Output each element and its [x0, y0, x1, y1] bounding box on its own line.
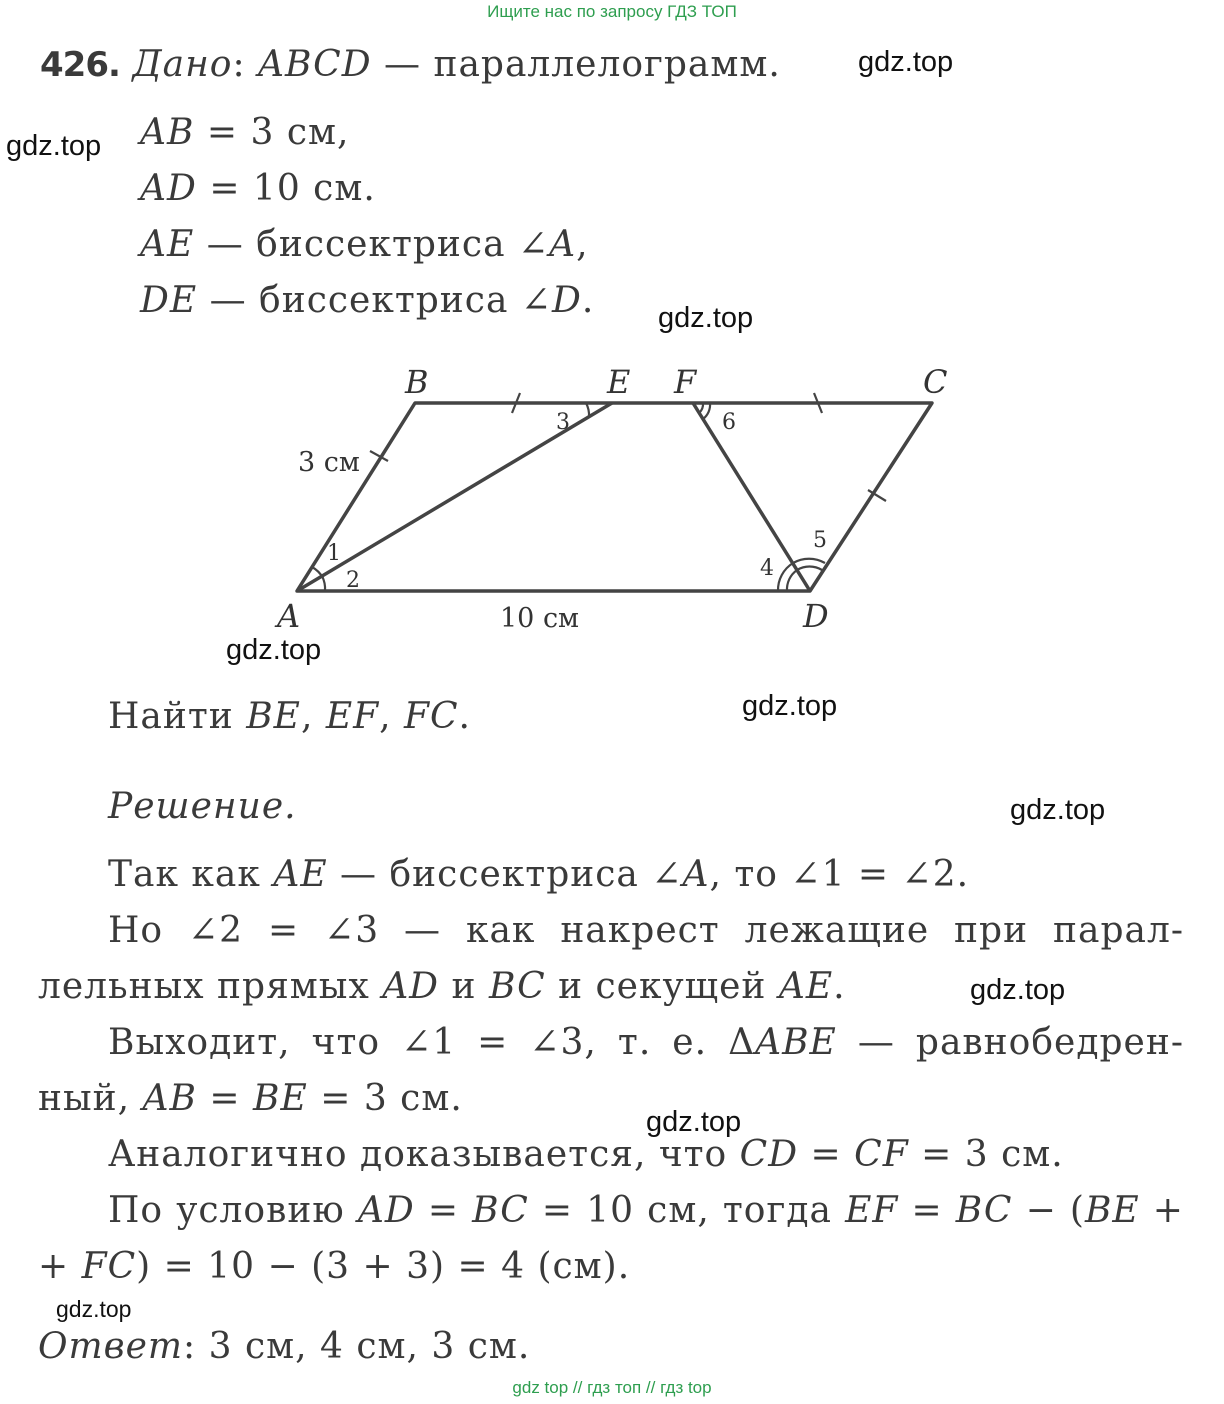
watermark: gdz.top — [6, 130, 102, 162]
angle-label-4: 4 — [760, 556, 774, 581]
top-banner[interactable]: Ищите нас по запросу ГДЗ ТОП — [487, 2, 737, 21]
vertex-c: C — [923, 363, 948, 401]
find-line: Найти BE, EF, FC. — [108, 696, 471, 737]
problem-number: 426. — [40, 45, 120, 85]
given-label: Дано — [132, 44, 233, 85]
answer-label: Ответ — [38, 1326, 184, 1367]
given-figure-type: параллелограмм. — [433, 44, 781, 85]
solution-line-4: Выходит, что ∠1 = ∠3, т. е. ΔABE — равнобедрен- — [108, 1022, 1184, 1063]
vertex-a: A — [277, 597, 301, 635]
given-line-ad: AD = 10 см. — [140, 168, 376, 209]
vertex-e: E — [607, 363, 631, 401]
solution-line-7: По условию AD = BC = 10 см, тогда EF = BC − (BE + — [108, 1190, 1184, 1231]
solution-line-8: + FC) = 10 − (3 + 3) = 4 (см). — [38, 1246, 631, 1287]
angle-label-1: 1 — [327, 541, 341, 566]
footer-links[interactable]: gdz top // гдз топ // гдз top — [512, 1378, 712, 1397]
solution-line-1: Так как AE — биссектриса ∠A, то ∠1 = ∠2. — [108, 854, 970, 895]
vertex-d: D — [803, 597, 829, 635]
watermark: gdz.top — [56, 1296, 132, 1322]
angle-arc-5b — [793, 559, 825, 563]
solution-line-5: ный, AB = BE = 3 см. — [38, 1078, 463, 1119]
angle-label-6: 6 — [722, 410, 736, 435]
watermark: gdz.top — [970, 974, 1066, 1006]
angle-label-5: 5 — [813, 528, 827, 553]
angle-arc-5a — [797, 566, 822, 570]
watermark: gdz.top — [742, 690, 838, 722]
solution-line-3: лельных прямых AD и BC и секущей AE. — [38, 966, 846, 1007]
watermark: gdz.top — [1010, 794, 1106, 826]
angle-arc-2 — [322, 576, 325, 591]
given-figure-name: ABCD — [258, 44, 372, 85]
angle-label-3: 3 — [556, 410, 570, 435]
parallelogram-figure — [270, 355, 990, 645]
parallelogram-abcd — [297, 403, 932, 591]
answer-line: Ответ: 3 см, 4 см, 3 см. — [38, 1326, 531, 1367]
given-line-ab: AB = 3 см, — [140, 112, 350, 153]
find-item: FC — [404, 696, 459, 737]
vertex-f: F — [674, 363, 697, 401]
given-line-de: DE — биссектриса ∠D. — [140, 280, 595, 321]
angle-arc-4a — [787, 570, 797, 591]
solution-line-6: Аналогично доказывается, что CD = CF = 3 см. — [108, 1134, 1064, 1175]
side-ad-label: 10 см — [500, 603, 580, 634]
angle-label-2: 2 — [346, 568, 360, 593]
problem-header: 426. Дано: ABCD — параллелограмм. — [40, 44, 781, 85]
solution-heading: Решение. — [108, 786, 297, 827]
watermark: gdz.top — [226, 634, 322, 666]
angle-arc-3 — [586, 403, 589, 417]
watermark: gdz.top — [658, 302, 754, 334]
find-item: EF — [325, 696, 380, 737]
find-item: BE — [246, 696, 301, 737]
vertex-b: B — [405, 363, 429, 401]
given-line-ae: AE — биссектриса ∠A, — [140, 224, 589, 265]
watermark: gdz.top — [646, 1106, 742, 1138]
watermark: gdz.top — [858, 46, 954, 78]
solution-line-2: Но ∠2 = ∠3 — как накрест лежащие при парал- — [108, 910, 1184, 951]
side-ab-label: 3 см — [298, 447, 360, 478]
